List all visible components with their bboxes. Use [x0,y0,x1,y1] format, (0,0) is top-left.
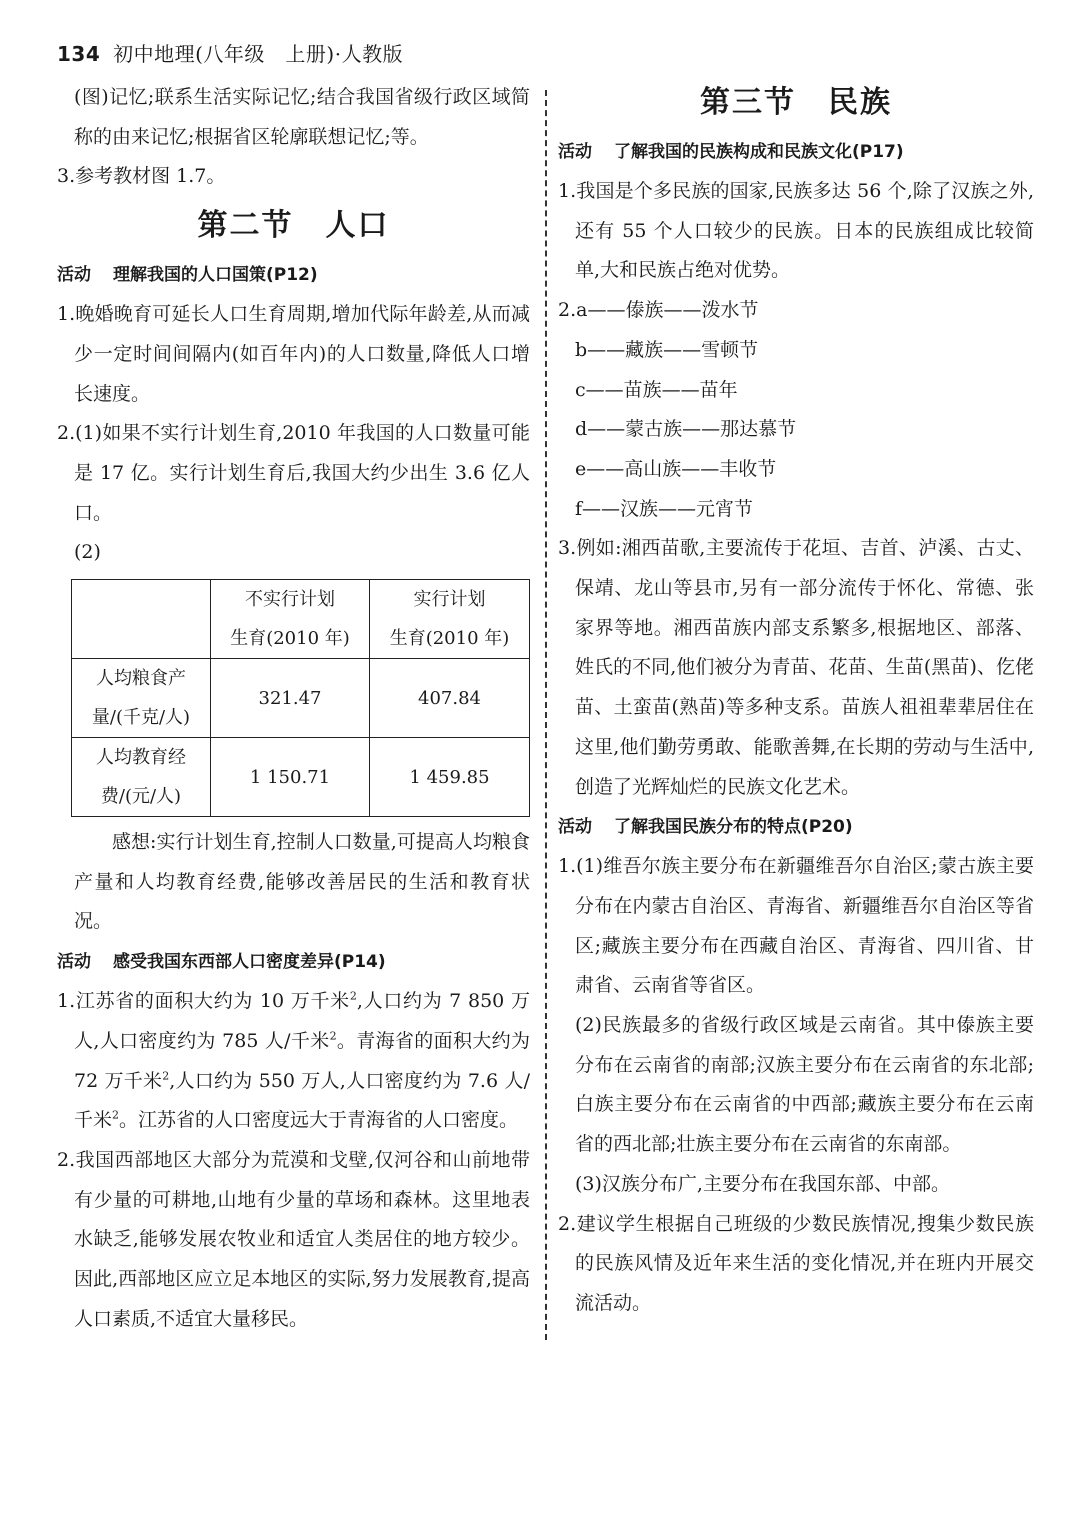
activity-title: 理解我国的人口国策(P12) [113,265,318,286]
activity-title: 了解我国的民族构成和民族文化(P17) [614,142,904,162]
table-header-cell [211,580,370,659]
superscript: 2 [349,989,357,1003]
superscript: 2 [162,1069,170,1083]
comparison-table [71,579,530,817]
ethnic-item-2c: c——苗族——苗年 [575,378,738,401]
label-line: 费/(元/人) [100,786,182,808]
table-corner [72,580,211,659]
text-run: 。江苏省的人口密度远大于青海省的人口密度。 [119,1109,519,1132]
activity-label: 活动 [558,817,592,838]
activity-label: 活动 [57,952,91,973]
ethnic-item-3: 3.例如:湘西苗歌,主要流传于花垣、吉首、泸溪、古丈、保靖、龙山等县市,另有一部分流传于怀化、常德、张家界等地。湘西苗族内部支系繁多,根据地区、部落、姓氏的不同,他们被分为青苗、花苗、生苗(黑苗)、仡佬苗、土蛮苗(熟苗)等多种支系。苗族人祖祖辈辈居住在这里,他们勤劳勇敢、能歌善舞,在长期的劳动与生活中,创造了光辉灿烂的民族文化艺术。 [558,537,1034,798]
item-3: 3.参考教材图 1.7。 [57,165,226,188]
page-number: 134 [57,42,101,66]
activity-label: 活动 [558,142,592,162]
book-title: 初中地理(八年级 上册)·人教版 [113,42,404,66]
activity-title: 了解我国民族分布的特点(P20) [614,817,853,838]
table-cell: 321.47 [211,659,370,738]
section-title-population: 第二节 人口 [197,208,390,244]
row-label [72,659,211,738]
superscript: 2 [329,1029,337,1043]
intro-continuation: (图)记忆;联系生活实际记忆;结合我国省级行政区域简称的由来记忆;根据省区轮廓联想记忆;等。 [74,86,530,148]
table-row [72,738,530,817]
text-run: 1.江苏省的面积大约为 10 万千米 [57,990,350,1013]
page-header [57,38,403,67]
density-item-1 [57,982,530,1141]
distribution-item-1-1: 1.(1)维吾尔族主要分布在新疆维吾尔自治区;蒙古族主要分布在内蒙古自治区、青海省、新疆维吾尔自治区等省区;藏族主要分布在西藏自治区、青海省、四川省、甘肃省、云南省等省区。 [558,855,1034,997]
superscript: 2 [112,1108,120,1122]
text-run: ,人口约为 550 万人,人口密度约为 7.6 人/千米 [74,1069,530,1132]
table-row [72,659,530,738]
table-cell: 1 150.71 [211,738,370,817]
activity-heading-distribution [558,807,1034,847]
right-column [558,74,1034,1324]
row-label [72,738,211,817]
table-header-cell [370,580,530,659]
activity-label: 活动 [57,265,91,286]
ethnic-item-2a: 2.a——傣族——泼水节 [558,299,759,322]
ethnic-item-2e: e——高山族——丰收节 [575,457,777,480]
header-line: 生育(2010 年) [389,628,510,650]
distribution-item-2: 2.建议学生根据自己班级的少数民族情况,搜集少数民族的民族风情及近年来生活的变化情况,并在班内开展交流活动。 [558,1212,1034,1314]
table-cell: 407.84 [370,659,530,738]
feeling-paragraph: 感想:实行计划生育,控制人口数量,可提高人均粮食产量和人均教育经费,能够改善居民的生活和教育状况。 [74,831,530,933]
ethnic-item-2b: b——藏族——雪顿节 [575,338,759,361]
policy-item-2-sub: (2) [74,541,101,564]
distribution-item-1-3: (3)汉族分布广,主要分布在我国东部、中部。 [575,1172,950,1195]
text-run: 。青海省的面积大约为 72 万千米 [74,1029,530,1092]
section-title-ethnic: 第三节 民族 [700,85,892,120]
activity-heading-composition [558,132,1034,172]
header-line: 实行计划 [413,589,486,611]
density-item-2: 2.我国西部地区大部分为荒漠和戈壁,仅河谷和山前地带有少量的可耕地,山地有少量的草场和森林。这里地表水缺乏,能够发展农牧业和适宜人类居住的地方较少。因此,西部地区应立足本地区的实际,努力发展教育,提高人口素质,不适宜大量移民。 [57,1148,530,1330]
label-line: 量/(千克/人) [91,707,191,729]
header-line: 不实行计划 [245,589,335,611]
label-line: 人均教育经 [96,747,186,769]
left-column [57,78,530,1339]
table-header-row [72,580,530,659]
policy-item-1: 1.晚婚晚育可延长人口生育周期,增加代际年龄差,从而减少一定时间间隔内(如百年内)的人口数量,降低人口增长速度。 [57,303,530,405]
text-run: ,人口约为 7 850 万人,人口密度约为 785 人/千米 [74,990,531,1052]
header-line: 生育(2010 年) [230,628,350,650]
policy-item-2: 2.(1)如果不实行计划生育,2010 年我国的人口数量可能是 17 亿。实行计划生育后,我国大约少出生 3.6 亿人口。 [57,422,530,524]
distribution-item-1-2: (2)民族最多的省级行政区域是云南省。其中傣族主要分布在云南省的南部;汉族主要分布在云南省的东北部;白族主要分布在云南省的中西部;藏族主要分布在云南省的西北部;壮族主要分布在云南省的东南部。 [575,1014,1034,1156]
activity-heading-density [57,942,530,982]
column-divider [545,90,547,1340]
ethnic-item-2f: f——汉族——元宵节 [575,497,754,520]
ethnic-item-1: 1.我国是个多民族的国家,民族多达 56 个,除了汉族之外,还有 55 个人口较少的民族。日本的民族组成比较简单,大和民族占绝对优势。 [558,180,1034,282]
activity-heading-policy [57,255,530,295]
label-line: 人均粮食产 [96,668,186,690]
ethnic-item-2d: d——蒙古族——那达慕节 [575,418,797,441]
activity-title: 感受我国东西部人口密度差异(P14) [113,952,386,973]
table-cell: 1 459.85 [370,738,530,817]
